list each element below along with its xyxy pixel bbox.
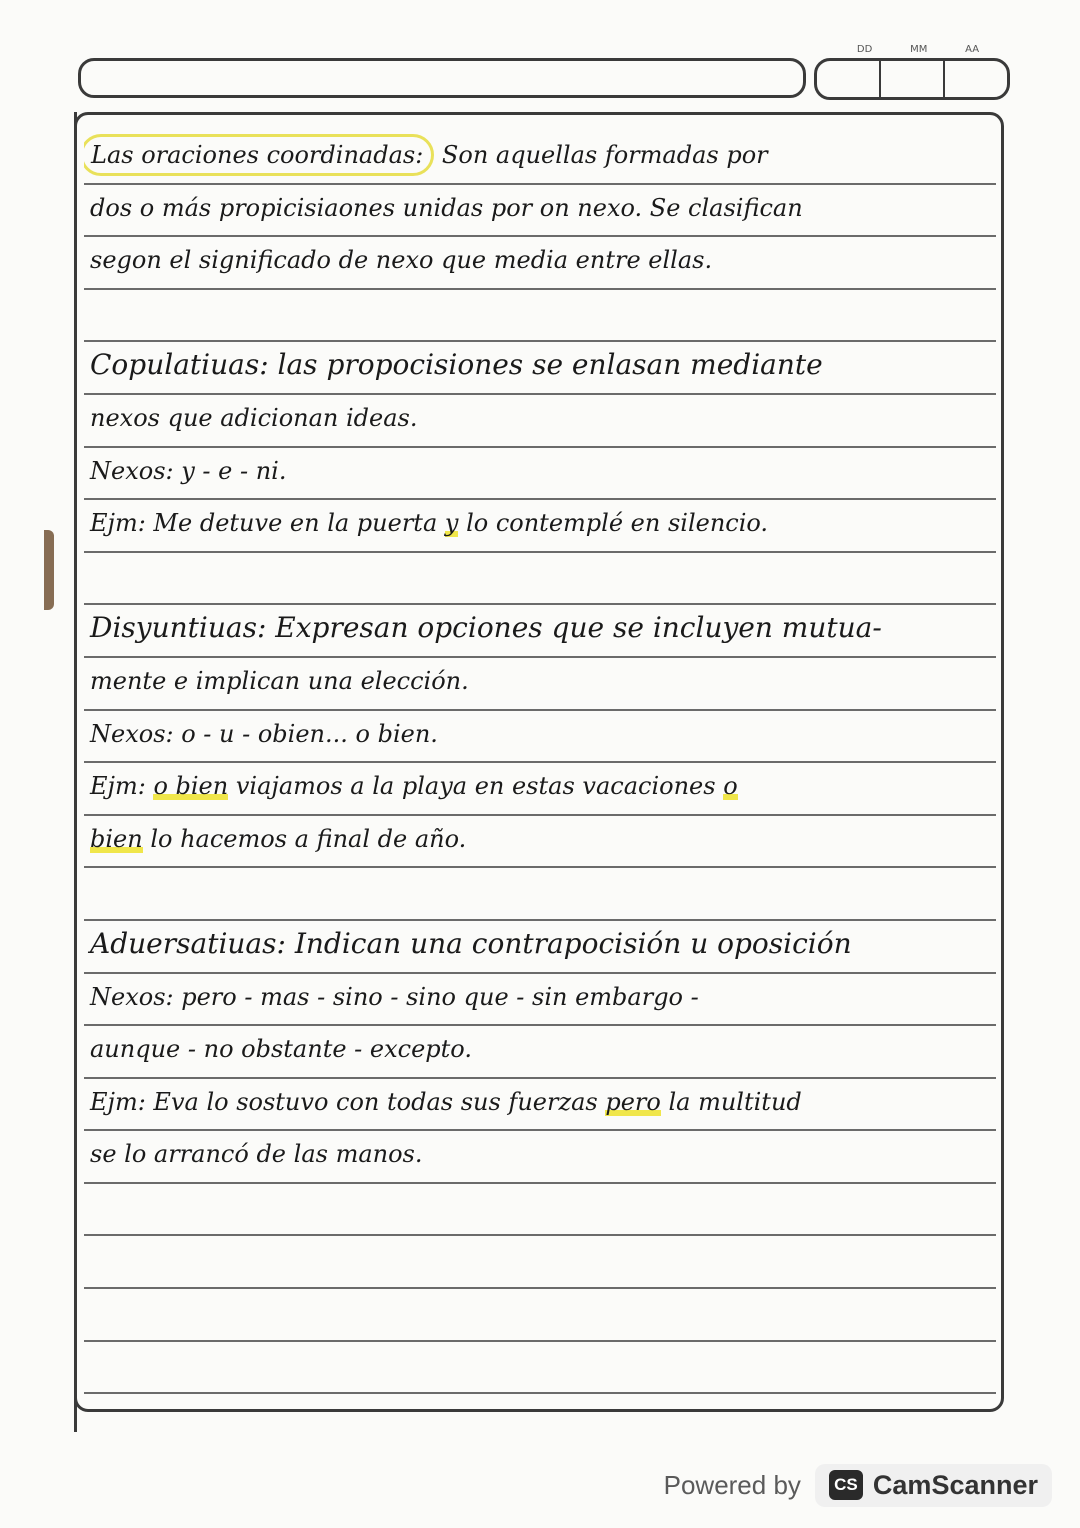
scanner-watermark: [0, 1455, 1080, 1515]
ruled-line: [84, 500, 996, 553]
date-field: [814, 58, 1010, 100]
note-text: viajamos a la playa en estas vacaciones: [228, 772, 724, 801]
highlighted-word: pero: [605, 1087, 661, 1116]
note-text: Nexos: pero - mas - sino - sino que - sin embargo -: [90, 982, 699, 1011]
ruled-line: [84, 1184, 996, 1237]
ruled-line: [84, 185, 996, 238]
note-text: la multitud: [660, 1087, 802, 1116]
note-text: nexos que adicionan ideas.: [90, 403, 418, 432]
note-text: Ejm: Me detuve en la puerta: [90, 509, 445, 538]
ruled-line: [84, 868, 996, 921]
highlighted-word: bien: [90, 824, 143, 853]
ruled-line: [84, 342, 996, 395]
note-text: segon el significado de nexo que media entre ellas.: [90, 246, 713, 275]
ruled-line: [84, 1342, 996, 1395]
ruled-line: [84, 711, 996, 764]
handwritten-notes: [84, 132, 996, 1394]
camscanner-badge: [815, 1464, 1052, 1507]
ruled-line: [84, 605, 996, 658]
note-text: Nexos: o - u - obien... o bien.: [90, 719, 438, 748]
note-text: dos o más propicisiaones unidas por on nexo. Se clasifican: [90, 193, 803, 222]
ruled-line: [84, 763, 996, 816]
category-title: Disyuntiuas: Expresan opciones que se incluyen mutua-: [90, 611, 882, 645]
ruled-line: [84, 448, 996, 501]
date-label-day: DD: [856, 44, 873, 55]
title-field: [78, 58, 806, 98]
ruled-line: [84, 132, 996, 185]
note-text: se lo arrancó de las manos.: [90, 1140, 423, 1169]
section-heading: Las oraciones coordinadas:: [84, 134, 434, 176]
date-cell-year: [943, 61, 1007, 97]
ruled-line: [84, 553, 996, 606]
ruled-line: [84, 1131, 996, 1184]
highlighted-word: o bien: [153, 772, 229, 801]
note-text: aunque - no obstante - excepto.: [90, 1035, 472, 1064]
ruled-line: [84, 395, 996, 448]
ruled-line: [84, 921, 996, 974]
note-text: Ejm:: [90, 772, 154, 801]
ruled-line: [84, 1289, 996, 1342]
note-text: lo contemplé en silencio.: [458, 509, 769, 538]
highlighted-word: y: [444, 509, 459, 538]
date-cell-month: [879, 61, 943, 97]
highlighted-word: o: [723, 772, 738, 801]
ruled-line: [84, 974, 996, 1027]
note-text: Son aquellas formadas por: [434, 141, 768, 169]
powered-by-label: Powered by: [663, 1469, 801, 1500]
category-title: Copulatiuas: las propocisiones se enlasan mediante: [90, 348, 823, 382]
ruled-line: [84, 290, 996, 343]
date-labels: [838, 44, 998, 58]
date-cell-day: [817, 61, 879, 97]
ruled-line: [84, 1026, 996, 1079]
camscanner-brand-name: CamScanner: [872, 1469, 1038, 1500]
category-title: Aduersatiuas: Indican una contrapocisión u oposición: [90, 926, 852, 960]
date-label-year: AA: [965, 44, 980, 55]
note-text: mente e implican una elección.: [90, 666, 469, 695]
camscanner-logo-icon: CS: [829, 1470, 863, 1500]
ruled-line: [84, 1236, 996, 1289]
note-text: Ejm: Eva lo sostuvo con todas sus fuerzas: [90, 1087, 606, 1116]
note-text: Nexos: y - e - ni.: [90, 456, 287, 485]
ruled-line: [84, 658, 996, 711]
ruled-line: [84, 1079, 996, 1132]
ruled-line: [84, 237, 996, 290]
note-text: lo hacemos a final de año.: [142, 824, 467, 853]
ruled-line: [84, 816, 996, 869]
binder-ring-mark: [44, 530, 54, 610]
date-label-month: MM: [910, 44, 928, 55]
